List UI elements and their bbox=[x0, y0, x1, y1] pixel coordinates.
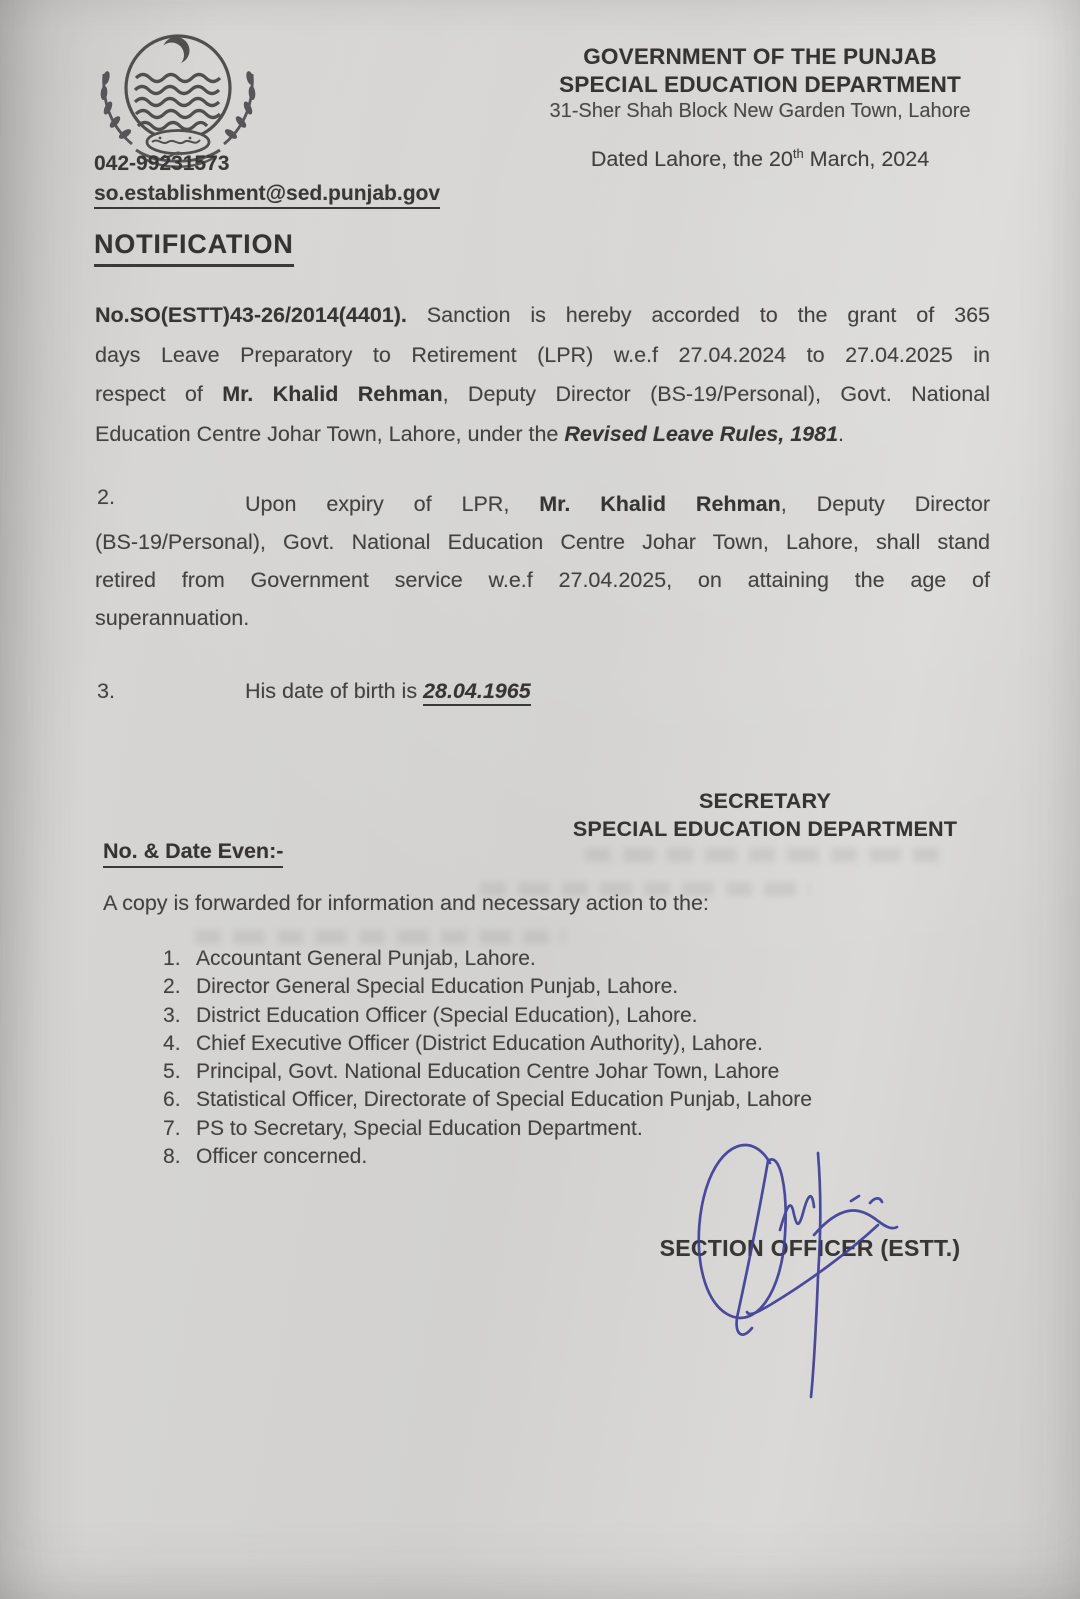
date-ordinal: th bbox=[792, 145, 804, 161]
paragraph-text: retired from Government service w.e.f 27.04.2025, on attaining the age of bbox=[95, 568, 990, 592]
person-name: Mr. Khalid Rehman bbox=[222, 382, 443, 406]
paragraph-text bbox=[245, 679, 531, 704]
paragraph-text: superannuation. bbox=[95, 606, 250, 630]
paragraph-line bbox=[95, 415, 990, 455]
paragraph-line bbox=[95, 375, 990, 415]
distribution-item: Director General Special Education Punjab, Lahore. bbox=[196, 975, 679, 999]
punjab-crest-logo bbox=[98, 26, 258, 168]
date-text: Dated Lahore, the 20 bbox=[590, 147, 793, 171]
distribution-item: Statistical Officer, Directorate of Special Education Punjab, Lahore bbox=[196, 1088, 812, 1112]
distribution-item: Chief Executive Officer (District Education Authority), Lahore. bbox=[196, 1031, 763, 1055]
distribution-intro: A copy is forwarded for information and necessary action to the: bbox=[103, 891, 709, 915]
paragraph-text: (BS-19/Personal), Govt. National Education Centre Johar Town, Lahore, shall stand bbox=[95, 530, 990, 554]
paragraph-line bbox=[95, 485, 990, 523]
person-name: Mr. Khalid Rehman bbox=[539, 492, 781, 516]
notification-title: NOTIFICATION bbox=[94, 229, 294, 267]
bleed-through-smudge bbox=[585, 848, 945, 862]
paragraph-line bbox=[95, 599, 990, 637]
bleed-through-smudge bbox=[195, 930, 565, 944]
reference-number: No.SO(ESTT)43-26/2014(4401). bbox=[95, 303, 407, 327]
contact-block bbox=[94, 152, 440, 209]
paragraph-text: . bbox=[838, 421, 845, 446]
paragraph-text: Upon expiry of LPR, bbox=[245, 492, 540, 516]
distribution-item: PS to Secretary, Special Education Department. bbox=[196, 1116, 643, 1140]
paragraph-text: respect of bbox=[95, 382, 223, 406]
letterhead bbox=[520, 43, 1000, 124]
paragraph-line bbox=[95, 296, 990, 336]
paragraph-number: 3. bbox=[97, 679, 115, 703]
distribution-item: Officer concerned. bbox=[196, 1145, 368, 1169]
paragraph-3 bbox=[95, 679, 990, 713]
paragraph-1 bbox=[95, 296, 990, 454]
org-name-line2: SPECIAL EDUCATION DEPARTMENT bbox=[559, 71, 961, 97]
paragraph-text: days Leave Preparatory to Retirement (LPR) w.e.f 27.04.2024 to 27.04.2025 in bbox=[95, 342, 990, 367]
paragraph-line bbox=[95, 336, 990, 376]
org-name-line1: GOVERNMENT OF THE PUNJAB bbox=[583, 44, 937, 69]
signatory-title: SECTION OFFICER (ESTT.) bbox=[659, 1235, 961, 1261]
email-address: so.establishment@sed.punjab.gov bbox=[94, 182, 440, 209]
paragraph-text: , Deputy Director (BS-19/Personal), Govt. National bbox=[442, 382, 990, 406]
paragraph-text: , Deputy Director bbox=[780, 492, 990, 516]
date-line bbox=[520, 147, 1000, 172]
distribution-item: District Education Officer (Special Education), Lahore. bbox=[196, 1003, 698, 1027]
birth-date-label: His date of birth is bbox=[245, 679, 424, 703]
date-text: March, 2024 bbox=[803, 147, 930, 171]
paragraph-text: Sanction is hereby accorded to the grant of 365 bbox=[406, 303, 990, 327]
distribution-item: Accountant General Punjab, Lahore. bbox=[196, 947, 536, 970]
secretary-title: SECRETARY bbox=[698, 789, 831, 813]
org-address: 31-Sher Shah Block New Garden Town, Lahore bbox=[549, 100, 971, 122]
phone-number: 042-99231573 bbox=[94, 152, 230, 175]
paragraph-text: Education Centre Johar Town, Lahore, under the bbox=[95, 421, 565, 446]
reference-label: No. & Date Even:- bbox=[103, 839, 283, 868]
signature-block-secretary bbox=[530, 787, 1000, 843]
paragraph-2 bbox=[95, 485, 990, 637]
paragraph-line bbox=[95, 561, 990, 599]
paragraph-number: 2. bbox=[97, 485, 115, 509]
birth-date: 28.04.1965 bbox=[423, 679, 531, 706]
paragraph-line bbox=[95, 523, 990, 561]
distribution-item: Principal, Govt. National Education Centre Johar Town, Lahore bbox=[196, 1060, 780, 1084]
secretary-department: SPECIAL EDUCATION DEPARTMENT bbox=[572, 817, 958, 841]
rules-reference: Revised Leave Rules, 1981 bbox=[564, 421, 839, 446]
handwritten-signature bbox=[630, 1085, 930, 1425]
